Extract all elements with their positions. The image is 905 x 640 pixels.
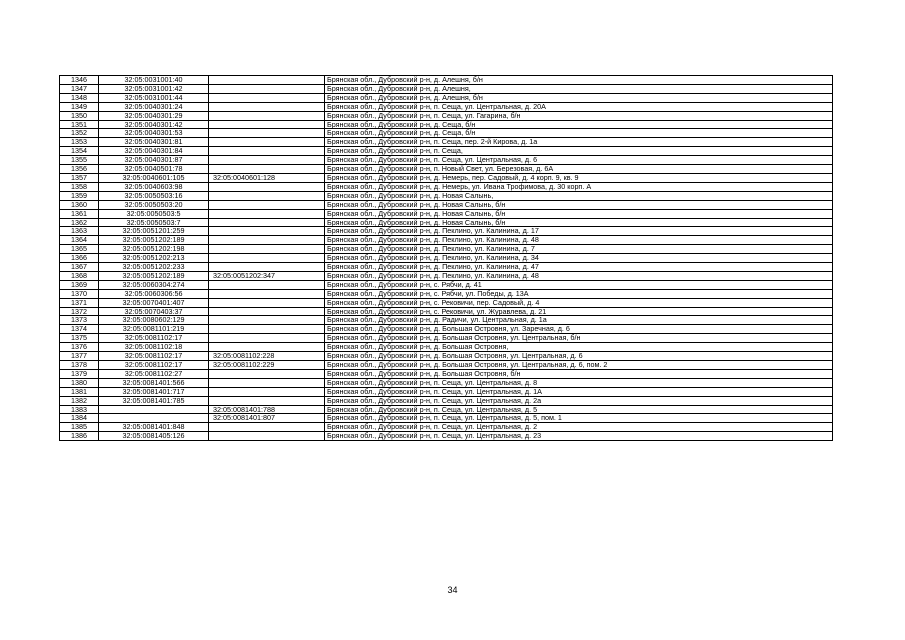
table-row [60,93,833,102]
table-row [60,361,833,370]
sub-cadastral-number-cell [209,218,325,227]
address-cell: Брянская обл., Дубровский р-н, п. Сеща, ул. Центральная, д. 1А [325,387,833,396]
address-cell: Брянская обл., Дубровский р-н, д. Новая Салынь, б/н [325,209,833,218]
address-cell: Брянская обл., Дубровский р-н, д. Пеклино, ул. Калинина, д. 47 [325,263,833,272]
cadastral-number-cell [99,405,209,414]
sub-cadastral-number-cell: 32:05:0040601:128 [209,173,325,182]
cadastral-number-cell: 32:05:0060304:274 [99,280,209,289]
row-number-cell: 1378 [60,361,99,370]
sub-cadastral-number-cell [209,378,325,387]
sub-cadastral-number-cell [209,227,325,236]
row-number-cell: 1348 [60,93,99,102]
page-number: 34 [447,585,458,595]
sub-cadastral-number-cell [209,191,325,200]
table-row [60,387,833,396]
address-cell: Брянская обл., Дубровский р-н, п. Сеща, ул. Центральная, д. 20А [325,102,833,111]
address-cell: Брянская обл., Дубровский р-н, п. Сеща, ул. Центральная, д. 8 [325,378,833,387]
sub-cadastral-number-cell [209,209,325,218]
row-number-cell: 1365 [60,245,99,254]
sub-cadastral-number-cell: 32:05:0081102:229 [209,361,325,370]
cadastral-number-cell: 32:05:0031001:40 [99,76,209,85]
address-cell: Брянская обл., Дубровский р-н, с. Рябчи, ул. Победы, д. 13А [325,289,833,298]
address-cell: Брянская обл., Дубровский р-н, д. Новая Салынь, б/н [325,218,833,227]
address-cell: Брянская обл., Дубровский р-н, д. Немерь, ул. Ивана Трофимова, д. 30 корп. А [325,182,833,191]
table-row [60,236,833,245]
row-number-cell: 1380 [60,378,99,387]
address-cell: Брянская обл., Дубровский р-н, д. Большая Островня, ул. Центральная, д. 6 [325,352,833,361]
row-number-cell: 1346 [60,76,99,85]
row-number-cell: 1367 [60,263,99,272]
address-cell: Брянская обл., Дубровский р-н, д. Большая Островня, б/н [325,369,833,378]
sub-cadastral-number-cell [209,334,325,343]
sub-cadastral-number-cell [209,200,325,209]
cadastral-number-cell: 32:05:0070403:37 [99,307,209,316]
sub-cadastral-number-cell [209,76,325,85]
address-cell: Брянская обл., Дубровский р-н, д. Большая Островня, ул. Центральная, б/н [325,334,833,343]
cadastral-number-cell: 32:05:0081102:17 [99,352,209,361]
address-cell: Брянская обл., Дубровский р-н, д. Большая Островня, ул. Заречная, д. 6 [325,325,833,334]
row-number-cell: 1373 [60,316,99,325]
table-row [60,405,833,414]
row-number-cell: 1368 [60,271,99,280]
cadastral-number-cell: 32:05:0050503:16 [99,191,209,200]
row-number-cell: 1357 [60,173,99,182]
cadastral-number-cell: 32:05:0040301:42 [99,120,209,129]
table-row [60,102,833,111]
row-number-cell: 1375 [60,334,99,343]
row-number-cell: 1364 [60,236,99,245]
table-row [60,120,833,129]
row-number-cell: 1356 [60,165,99,174]
row-number-cell: 1381 [60,387,99,396]
address-cell: Брянская обл., Дубровский р-н, п. Сеща, ул. Центральная, д. 5, пом. 1 [325,414,833,423]
table-row [60,156,833,165]
sub-cadastral-number-cell [209,396,325,405]
table-row [60,280,833,289]
table-row [60,173,833,182]
table-row [60,378,833,387]
cadastral-number-cell: 32:05:0081405:126 [99,432,209,441]
cadastral-number-cell [99,414,209,423]
address-cell: Брянская обл., Дубровский р-н, д. Сеща, б/н [325,120,833,129]
table-row [60,138,833,147]
row-number-cell: 1377 [60,352,99,361]
cadastral-number-cell: 32:05:0051201:259 [99,227,209,236]
table-row [60,271,833,280]
table-row [60,414,833,423]
cadastral-number-cell: 32:05:0040301:24 [99,102,209,111]
sub-cadastral-number-cell [209,298,325,307]
row-number-cell: 1355 [60,156,99,165]
table-row [60,254,833,263]
sub-cadastral-number-cell: 32:05:0051202:347 [209,271,325,280]
sub-cadastral-number-cell [209,182,325,191]
sub-cadastral-number-cell [209,165,325,174]
row-number-cell: 1379 [60,369,99,378]
row-number-cell: 1352 [60,129,99,138]
cadastral-number-cell: 32:05:0081102:27 [99,369,209,378]
row-number-cell: 1376 [60,343,99,352]
table-row [60,129,833,138]
table-row [60,165,833,174]
address-cell: Брянская обл., Дубровский р-н, п. Сеща, ул. Гагарина, б/н [325,111,833,120]
table-row [60,209,833,218]
table-row [60,423,833,432]
sub-cadastral-number-cell [209,147,325,156]
address-cell: Брянская обл., Дубровский р-н, п. Сеща, ул. Центральная, д. 23 [325,432,833,441]
row-number-cell: 1372 [60,307,99,316]
row-number-cell: 1351 [60,120,99,129]
sub-cadastral-number-cell [209,111,325,120]
sub-cadastral-number-cell [209,280,325,289]
sub-cadastral-number-cell [209,138,325,147]
address-cell: Брянская обл., Дубровский р-н, с. Рябчи, д. 41 [325,280,833,289]
row-number-cell: 1374 [60,325,99,334]
table-row [60,200,833,209]
row-number-cell: 1384 [60,414,99,423]
table-row [60,343,833,352]
cadastral-number-cell: 32:05:0081102:17 [99,334,209,343]
address-cell: Брянская обл., Дубровский р-н, д. Алешня, б/н [325,93,833,102]
table-row [60,182,833,191]
sub-cadastral-number-cell: 32:05:0081401:788 [209,405,325,414]
table-row [60,218,833,227]
address-cell: Брянская обл., Дубровский р-н, д. Алешня, б/н [325,76,833,85]
address-cell: Брянская обл., Дубровский р-н, п. Сеща, ул. Центральная, д. 2а [325,396,833,405]
table-row [60,245,833,254]
table-row [60,191,833,200]
cadastral-number-cell: 32:05:0050503:20 [99,200,209,209]
sub-cadastral-number-cell: 32:05:0081401:807 [209,414,325,423]
address-cell: Брянская обл., Дубровский р-н, с. Рековичи, ул. Журавлева, д. 21 [325,307,833,316]
table-row [60,84,833,93]
cadastral-number-cell: 32:05:0031001:44 [99,93,209,102]
address-cell: Брянская обл., Дубровский р-н, д. Немерь, пер. Садовый, д. 4 корп. 9, кв. 9 [325,173,833,182]
address-cell: Брянская обл., Дубровский р-н, д. Алешня, [325,84,833,93]
sub-cadastral-number-cell [209,254,325,263]
sub-cadastral-number-cell [209,369,325,378]
sub-cadastral-number-cell: 32:05:0081102:228 [209,352,325,361]
sub-cadastral-number-cell [209,129,325,138]
address-cell: Брянская обл., Дубровский р-н, д. Пеклино, ул. Калинина, д. 48 [325,236,833,245]
address-cell: Брянская обл., Дубровский р-н, п. Сеща, ул. Центральная, д. 5 [325,405,833,414]
sub-cadastral-number-cell [209,423,325,432]
cadastral-number-cell: 32:05:0051202:189 [99,271,209,280]
cadastral-number-cell: 32:05:0081101:219 [99,325,209,334]
address-cell: Брянская обл., Дубровский р-н, д. Пеклино, ул. Калинина, д. 34 [325,254,833,263]
sub-cadastral-number-cell [209,387,325,396]
cadastral-number-cell: 32:05:0050503:7 [99,218,209,227]
cadastral-number-cell: 32:05:0040301:29 [99,111,209,120]
sub-cadastral-number-cell [209,263,325,272]
table-row [60,325,833,334]
sub-cadastral-number-cell [209,93,325,102]
table-row [60,432,833,441]
cadastral-number-cell: 32:05:0040301:81 [99,138,209,147]
sub-cadastral-number-cell [209,236,325,245]
sub-cadastral-number-cell [209,120,325,129]
row-number-cell: 1363 [60,227,99,236]
cadastral-number-cell: 32:05:0060306:56 [99,289,209,298]
table-row [60,76,833,85]
table-row [60,316,833,325]
address-cell: Брянская обл., Дубровский р-н, п. Сеща, ул. Центральная, д. 6 [325,156,833,165]
sub-cadastral-number-cell [209,325,325,334]
address-cell: Брянская обл., Дубровский р-н, д. Сеща, б/н [325,129,833,138]
address-cell: Брянская обл., Дубровский р-н, д. Большая Островня, [325,343,833,352]
sub-cadastral-number-cell [209,289,325,298]
cadastral-number-cell: 32:05:0070401:407 [99,298,209,307]
row-number-cell: 1350 [60,111,99,120]
address-cell: Брянская обл., Дубровский р-н, п. Новый Свет, ул. Березовая, д. 6А [325,165,833,174]
table-row [60,396,833,405]
cadastral-number-cell: 32:05:0051202:189 [99,236,209,245]
cadastral-number-cell: 32:05:0040603:98 [99,182,209,191]
table-row [60,334,833,343]
table-row [60,289,833,298]
sub-cadastral-number-cell [209,84,325,93]
sub-cadastral-number-cell [209,316,325,325]
cadastral-number-cell: 32:05:0031001:42 [99,84,209,93]
cadastral-number-cell: 32:05:0081401:848 [99,423,209,432]
row-number-cell: 1354 [60,147,99,156]
cadastral-number-cell: 32:05:0080602:129 [99,316,209,325]
cadastral-number-cell: 32:05:0050503:5 [99,209,209,218]
row-number-cell: 1383 [60,405,99,414]
row-number-cell: 1358 [60,182,99,191]
table-row [60,369,833,378]
table-row [60,263,833,272]
row-number-cell: 1371 [60,298,99,307]
row-number-cell: 1360 [60,200,99,209]
row-number-cell: 1347 [60,84,99,93]
cadastral-number-cell: 32:05:0040301:53 [99,129,209,138]
cadastral-number-cell: 32:05:0081401:717 [99,387,209,396]
row-number-cell: 1362 [60,218,99,227]
cadastral-number-cell: 32:05:0051202:198 [99,245,209,254]
table-row [60,227,833,236]
cadastral-number-cell: 32:05:0040601:105 [99,173,209,182]
cadastral-number-cell: 32:05:0051202:233 [99,263,209,272]
address-cell: Брянская обл., Дубровский р-н, д. Пеклино, ул. Калинина, д. 48 [325,271,833,280]
cadastral-number-cell: 32:05:0040501:78 [99,165,209,174]
cadastral-number-cell: 32:05:0081102:18 [99,343,209,352]
sub-cadastral-number-cell [209,432,325,441]
address-cell: Брянская обл., Дубровский р-н, п. Сеща, [325,147,833,156]
table-row [60,147,833,156]
cadastral-number-cell: 32:05:0040301:87 [99,156,209,165]
address-cell: Брянская обл., Дубровский р-н, с. Рековичи, пер. Садовый, д. 4 [325,298,833,307]
cadastral-number-cell: 32:05:0081102:17 [99,361,209,370]
row-number-cell: 1361 [60,209,99,218]
table-row [60,352,833,361]
row-number-cell: 1366 [60,254,99,263]
table-row [60,298,833,307]
sub-cadastral-number-cell [209,156,325,165]
row-number-cell: 1359 [60,191,99,200]
address-cell: Брянская обл., Дубровский р-н, д. Пеклино, ул. Калинина, д. 17 [325,227,833,236]
row-number-cell: 1382 [60,396,99,405]
address-cell: Брянская обл., Дубровский р-н, д. Радичи, ул. Центральная, д. 1а [325,316,833,325]
address-cell: Брянская обл., Дубровский р-н, д. Пеклино, ул. Калинина, д. 7 [325,245,833,254]
address-cell: Брянская обл., Дубровский р-н, д. Большая Островня, ул. Центральная, д. 6, пом. 2 [325,361,833,370]
property-table-body [60,76,833,441]
address-cell: Брянская обл., Дубровский р-н, п. Сеща, ул. Центральная, д. 2 [325,423,833,432]
sub-cadastral-number-cell [209,102,325,111]
row-number-cell: 1349 [60,102,99,111]
row-number-cell: 1385 [60,423,99,432]
cadastral-number-cell: 32:05:0081401:566 [99,378,209,387]
cadastral-number-cell: 32:05:0040301:84 [99,147,209,156]
sub-cadastral-number-cell [209,343,325,352]
sub-cadastral-number-cell [209,245,325,254]
row-number-cell: 1353 [60,138,99,147]
row-number-cell: 1369 [60,280,99,289]
table-row [60,307,833,316]
table-row [60,111,833,120]
sub-cadastral-number-cell [209,307,325,316]
property-table [59,75,833,441]
address-cell: Брянская обл., Дубровский р-н, д. Новая Салынь, [325,191,833,200]
cadastral-number-cell: 32:05:0081401:785 [99,396,209,405]
cadastral-number-cell: 32:05:0051202:213 [99,254,209,263]
row-number-cell: 1370 [60,289,99,298]
address-cell: Брянская обл., Дубровский р-н, п. Сеща, пер. 2-й Кирова, д. 1а [325,138,833,147]
row-number-cell: 1386 [60,432,99,441]
address-cell: Брянская обл., Дубровский р-н, д. Новая Салынь, б/н [325,200,833,209]
